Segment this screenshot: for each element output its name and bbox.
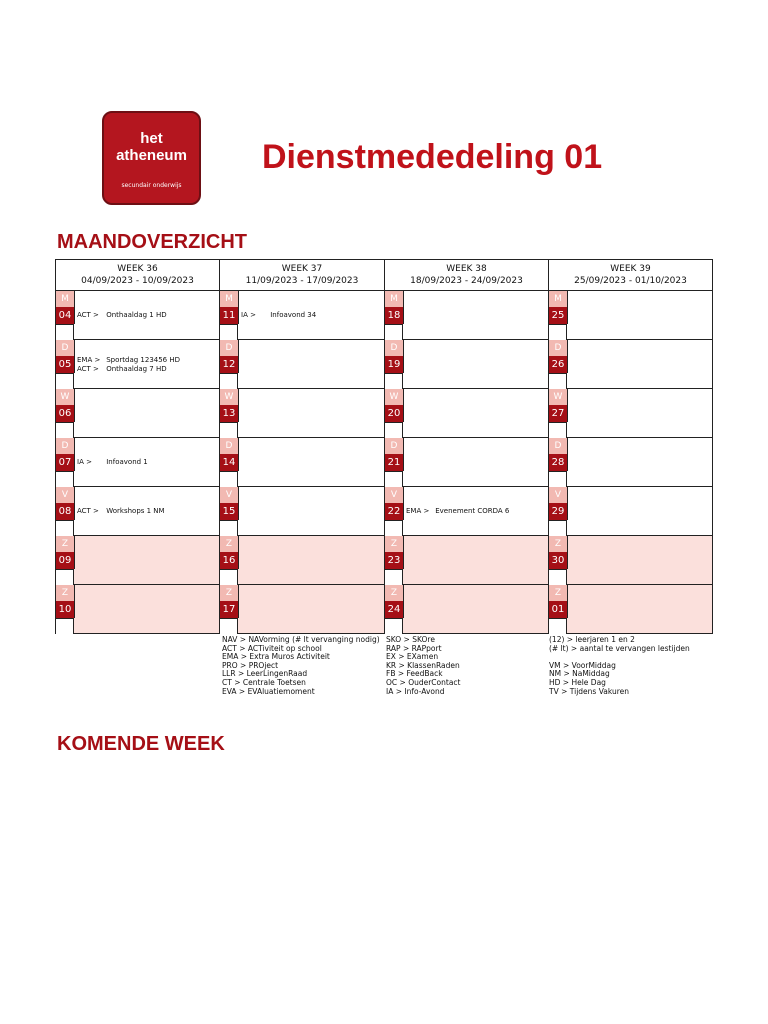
day-blank-box [220, 373, 238, 389]
day-number: 20 [385, 405, 403, 422]
day-blank-box [385, 618, 403, 634]
day-blank-box [385, 324, 403, 340]
day-cell [220, 487, 385, 536]
day-number: 18 [385, 307, 403, 324]
day-cell [220, 389, 385, 438]
event-entry [77, 458, 148, 467]
legend-column [386, 636, 461, 696]
week-label: WEEK 39 [610, 264, 651, 274]
legend-entry: (# lt) > aantal te vervangen lestijden [549, 643, 690, 653]
day-cell [549, 389, 713, 438]
day-divider [238, 536, 239, 569]
week-range: 25/09/2023 - 01/10/2023 [574, 276, 687, 286]
day-number: 22 [385, 503, 403, 520]
day-blank-box [220, 471, 238, 487]
day-letter: D [385, 438, 403, 454]
school-logo [102, 111, 201, 205]
day-letter: M [56, 291, 74, 307]
day-blank-box [56, 471, 74, 487]
day-cell [385, 585, 549, 634]
event-text: Onthaaldag 7 HD [104, 364, 167, 373]
day-cell [56, 438, 220, 487]
day-blank-box [385, 569, 403, 585]
day-blank-box [549, 471, 567, 487]
day-letter: M [549, 291, 567, 307]
day-number: 11 [220, 307, 238, 324]
day-events [241, 307, 316, 324]
day-cell [220, 585, 385, 634]
day-cell [56, 487, 220, 536]
event-text: Evenement CORDA 6 [433, 507, 510, 515]
event-code: IA > [77, 458, 92, 466]
day-number: 08 [56, 503, 74, 520]
day-divider [403, 291, 404, 324]
event-code: ACT > [77, 507, 99, 515]
logo-line-1: het [140, 130, 163, 147]
day-blank-box [549, 324, 567, 340]
day-cell [385, 487, 549, 536]
month-calendar [55, 259, 713, 634]
event-entry [77, 311, 167, 320]
day-blank-box [549, 569, 567, 585]
legend-entry: KR > KlassenRaden [386, 660, 460, 670]
legend-entry: EVA > EVAluatiemoment [222, 686, 315, 696]
day-cell [220, 536, 385, 585]
day-letter: W [385, 389, 403, 405]
week-range: 18/09/2023 - 24/09/2023 [410, 276, 523, 286]
day-letter: V [549, 487, 567, 503]
day-blank-box [385, 520, 403, 536]
day-letter: D [56, 438, 74, 454]
day-divider [238, 389, 239, 422]
legend-column [549, 636, 690, 696]
day-blank-box [56, 373, 74, 389]
week-range: 04/09/2023 - 10/09/2023 [81, 276, 194, 286]
day-number: 26 [549, 356, 567, 373]
event-entry [77, 356, 180, 365]
day-number: 15 [220, 503, 238, 520]
day-divider [567, 340, 568, 373]
legend-entry: FB > FeedBack [386, 669, 443, 679]
day-cell [220, 291, 385, 340]
day-divider [403, 585, 404, 618]
week-header [220, 260, 385, 291]
day-number: 01 [549, 601, 567, 618]
day-divider [74, 340, 75, 373]
day-blank-box [56, 324, 74, 340]
legend-entry: LLR > LeerLingenRaad [222, 669, 308, 679]
day-number: 05 [56, 356, 74, 373]
day-divider [238, 585, 239, 618]
day-letter: Z [385, 585, 403, 601]
day-cell [385, 536, 549, 585]
day-divider [567, 291, 568, 324]
day-letter: D [220, 340, 238, 356]
day-letter: Z [385, 536, 403, 552]
legend-entry: NAV > NAVorming (# lt vervanging nodig) [222, 635, 380, 644]
day-number: 16 [220, 552, 238, 569]
day-cell [549, 438, 713, 487]
day-cell [56, 291, 220, 340]
event-entry [406, 507, 509, 516]
day-number: 27 [549, 405, 567, 422]
legend-entry: RAP > RAPport [386, 643, 442, 653]
day-divider [403, 389, 404, 422]
day-events [77, 454, 148, 471]
legend-entry: EMA > Extra Muros Activiteit [222, 652, 330, 662]
day-letter: D [220, 438, 238, 454]
day-blank-box [56, 618, 74, 634]
day-letter: V [56, 487, 74, 503]
event-text: Onthaaldag 1 HD [104, 311, 167, 319]
day-number: 21 [385, 454, 403, 471]
day-cell [385, 291, 549, 340]
day-number: 07 [56, 454, 74, 471]
day-blank-box [385, 471, 403, 487]
day-blank-box [56, 520, 74, 536]
day-blank-box [220, 618, 238, 634]
day-divider [567, 438, 568, 471]
week-label: WEEK 38 [446, 264, 487, 274]
day-divider [567, 389, 568, 422]
day-number: 06 [56, 405, 74, 422]
event-code: EMA > [77, 355, 101, 364]
day-blank-box [220, 520, 238, 536]
day-letter: D [56, 340, 74, 356]
day-letter: M [220, 291, 238, 307]
day-blank-box [385, 373, 403, 389]
day-divider [403, 487, 404, 520]
day-events [77, 307, 167, 324]
week-header [549, 260, 713, 291]
day-divider [238, 438, 239, 471]
section-heading-month-overview: MAANDOVERZICHT [57, 231, 247, 253]
day-divider [567, 487, 568, 520]
day-number: 23 [385, 552, 403, 569]
day-letter: V [220, 487, 238, 503]
day-letter: D [385, 340, 403, 356]
day-events [406, 503, 509, 520]
day-events [77, 503, 165, 520]
legend-entry: OC > OuderContact [386, 677, 461, 687]
day-number: 17 [220, 601, 238, 618]
legend-entry: (12) > leerjaren 1 en 2 [549, 635, 635, 644]
event-text: Sportdag 123456 HD [104, 355, 181, 364]
event-code: ACT > [77, 364, 99, 373]
day-divider [238, 487, 239, 520]
day-letter: Z [220, 585, 238, 601]
day-divider [74, 389, 75, 422]
week-label: WEEK 36 [117, 264, 158, 274]
day-letter: Z [549, 536, 567, 552]
day-divider [238, 340, 239, 373]
event-code: ACT > [77, 311, 99, 319]
day-letter: W [220, 389, 238, 405]
day-number: 29 [549, 503, 567, 520]
day-blank-box [56, 422, 74, 438]
day-number: 19 [385, 356, 403, 373]
legend-entry: IA > Info-Avond [386, 686, 445, 696]
day-letter: D [549, 340, 567, 356]
legend-entry: SKO > SKOre [386, 635, 435, 644]
day-blank-box [549, 618, 567, 634]
day-letter: W [549, 389, 567, 405]
day-divider [238, 291, 239, 324]
event-text: Workshops 1 NM [104, 507, 165, 515]
day-letter: Z [56, 585, 74, 601]
day-divider [74, 536, 75, 569]
day-cell [385, 389, 549, 438]
day-cell [56, 389, 220, 438]
day-blank-box [220, 324, 238, 340]
event-code: EMA > [406, 507, 430, 515]
week-header [56, 260, 220, 291]
week-range: 11/09/2023 - 17/09/2023 [245, 276, 359, 286]
event-entry [77, 507, 165, 516]
event-text: Infoavond 1 [104, 458, 148, 466]
event-entry [241, 311, 316, 320]
day-letter: W [56, 389, 74, 405]
day-letter: Z [56, 536, 74, 552]
day-number: 04 [56, 307, 74, 324]
day-divider [403, 340, 404, 373]
day-cell [385, 438, 549, 487]
day-divider [74, 291, 75, 324]
day-blank-box [549, 373, 567, 389]
day-blank-box [220, 422, 238, 438]
day-number: 12 [220, 356, 238, 373]
day-number: 28 [549, 454, 567, 471]
day-cell [220, 438, 385, 487]
day-blank-box [220, 569, 238, 585]
day-cell [220, 340, 385, 389]
day-letter: Z [549, 585, 567, 601]
day-number: 13 [220, 405, 238, 422]
legend-entry: VM > VoorMiddag [549, 660, 616, 670]
day-number: 25 [549, 307, 567, 324]
day-number: 09 [56, 552, 74, 569]
legend-entry: HD > Hele Dag [549, 677, 606, 687]
day-events [77, 356, 180, 373]
legend-column [222, 636, 380, 696]
event-entry [77, 365, 180, 374]
day-blank-box [385, 422, 403, 438]
logo-line-2: atheneum [116, 147, 187, 164]
day-number: 14 [220, 454, 238, 471]
day-blank-box [56, 569, 74, 585]
day-letter: D [549, 438, 567, 454]
day-cell [549, 340, 713, 389]
day-divider [403, 438, 404, 471]
day-cell [549, 536, 713, 585]
day-divider [567, 585, 568, 618]
legend-entry: ACT > ACTiviteit op school [222, 643, 322, 653]
day-divider [74, 585, 75, 618]
day-cell [549, 585, 713, 634]
day-blank-box [549, 422, 567, 438]
day-number: 10 [56, 601, 74, 618]
day-divider [74, 487, 75, 520]
day-letter: V [385, 487, 403, 503]
day-cell [56, 340, 220, 389]
section-heading-next-week: KOMENDE WEEK [57, 733, 225, 755]
event-text: Infoavond 34 [268, 311, 317, 319]
day-divider [74, 438, 75, 471]
day-cell [549, 291, 713, 340]
day-number: 24 [385, 601, 403, 618]
legend-entry: TV > Tijdens Vakuren [549, 686, 629, 696]
week-label: WEEK 37 [281, 264, 323, 274]
day-cell [56, 585, 220, 634]
legend-entry: PRO > PROject [222, 660, 279, 670]
logo-tagline: secundair onderwijs [121, 182, 182, 189]
day-cell [56, 536, 220, 585]
legend-entry: CT > Centrale Toetsen [222, 677, 306, 687]
day-number: 30 [549, 552, 567, 569]
day-letter: M [385, 291, 403, 307]
day-letter: Z [220, 536, 238, 552]
legend-entry: NM > NaMiddag [549, 669, 610, 679]
day-cell [385, 340, 549, 389]
day-cell [549, 487, 713, 536]
legend-entry: EX > EXamen [386, 652, 439, 662]
day-divider [403, 536, 404, 569]
event-code: IA > [241, 311, 256, 319]
day-divider [567, 536, 568, 569]
day-blank-box [549, 520, 567, 536]
week-header [385, 260, 549, 291]
page-title: Dienstmededeling 01 [262, 138, 603, 176]
